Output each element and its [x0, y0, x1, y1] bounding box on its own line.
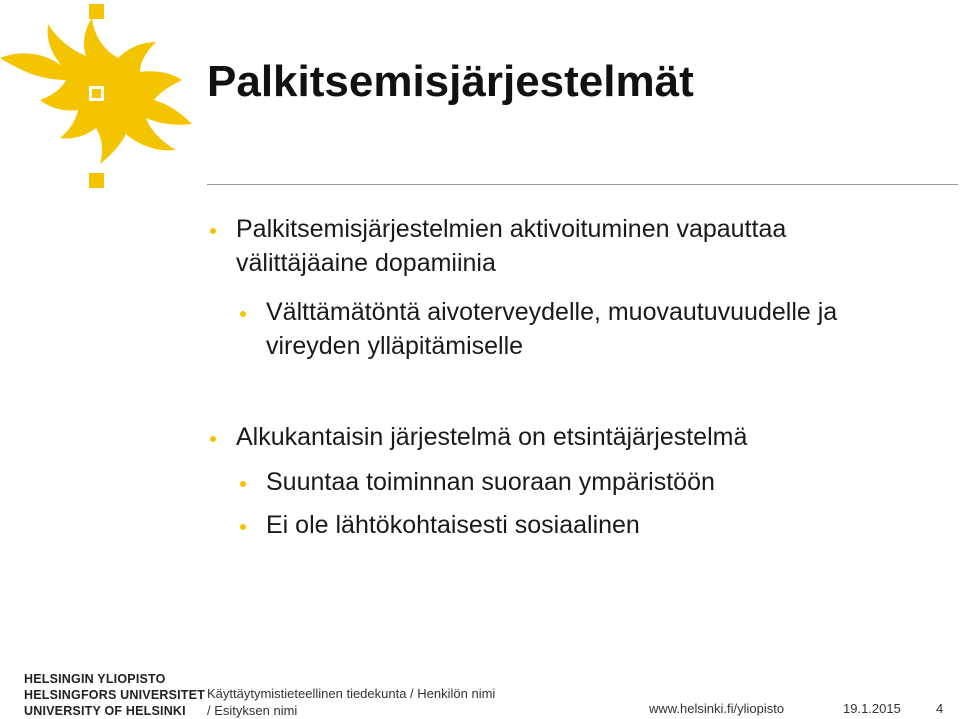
footer-website[interactable]: www.helsinki.fi/yliopisto — [649, 701, 785, 716]
bullet-dot-icon — [240, 311, 246, 317]
bullet-line: Palkitsemisjärjestelmien aktivoituminen vapauttaa — [236, 215, 787, 243]
bullet-dot-icon — [240, 481, 246, 487]
footer-department-line2: / Esityksen nimi — [207, 703, 298, 718]
footer-date: 19.1.2015 — [843, 701, 901, 716]
bullet-dot-icon — [210, 436, 216, 442]
bullet-line: Suuntaa toiminnan suoraan ympäristöön — [266, 468, 715, 496]
university-name-en: UNIVERSITY OF HELSINKI — [24, 704, 186, 718]
bullet-dot-icon — [240, 524, 246, 530]
slide-title: Palkitsemisjärjestelmät — [207, 57, 694, 106]
footer-department-line1: Käyttäytymistieteellinen tiedekunta / Henkilön nimi — [207, 686, 496, 701]
bullet-dot-icon — [210, 228, 216, 234]
bullet-item — [266, 508, 946, 542]
bullet-item — [266, 465, 946, 499]
bullet-item — [236, 420, 936, 454]
footer-page-number: 4 — [936, 701, 944, 716]
bullet-item — [236, 212, 936, 280]
bullet-line: Välttämätöntä aivoterveydelle, muovautuvuudelle ja — [266, 298, 838, 326]
bullet-line: Ei ole lähtökohtaisesti sosiaalinen — [266, 511, 640, 539]
bullet-line: välittäjäaine dopamiinia — [236, 249, 496, 277]
bullet-line: vireyden ylläpitämiselle — [266, 332, 524, 360]
bullet-item — [266, 295, 946, 363]
bullet-line: Alkukantaisin järjestelmä on etsintäjärjestelmä — [236, 423, 748, 451]
university-name-fi: HELSINGIN YLIOPISTO — [24, 672, 166, 686]
university-name-logo — [24, 671, 206, 719]
university-name-sv: HELSINGFORS UNIVERSITET — [24, 688, 206, 702]
footer-department — [207, 685, 495, 719]
